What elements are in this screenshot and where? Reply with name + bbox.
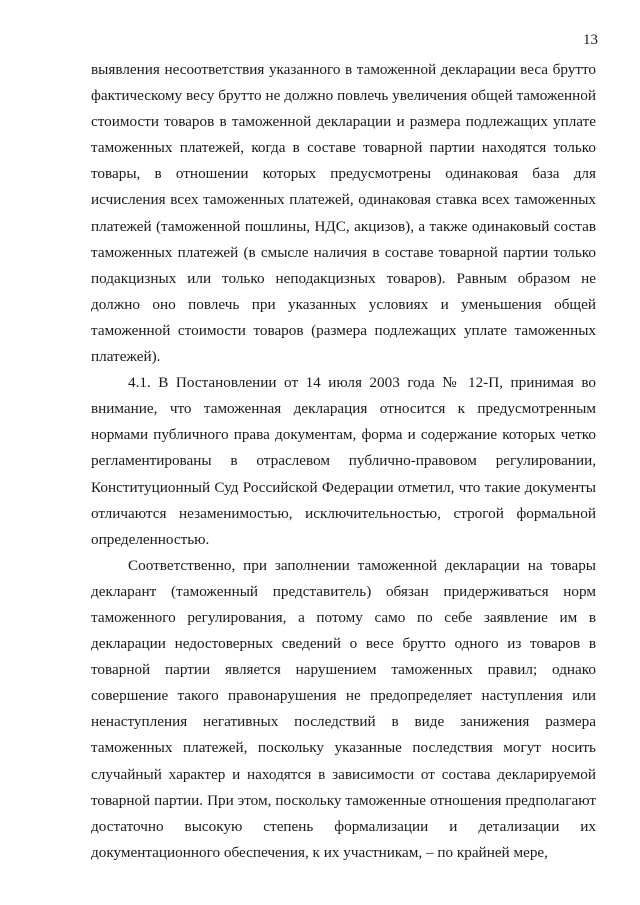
document-body	[91, 57, 596, 866]
page-number: 13	[583, 32, 598, 48]
paragraph-continuation: выявления несоответствия указанного в таможенной декларации веса брутто фактическому весу брутто не должно повлечь увеличения общей таможенной стоимости товаров в таможенной декларации и размера подлежащих уплате таможенных платежей, когда в составе товарной партии находятся только товары, в отношении которых предусмотрены одинаковая база для исчисления всех таможенных платежей, одинаковая ставка всех таможенных платежей (таможенной пошлины, НДС, акцизов), а также одинаковый состав таможенных платежей (в смысле наличия в составе товарной партии только подакцизных или только неподакцизных товаров). Равным образом не должно оно повлечь при указанных условиях и уменьшения общей таможенной стоимости товаров (размера подлежащих уплате таможенных платежей).	[91, 61, 596, 366]
paragraph-accordingly: Соответственно, при заполнении таможенной декларации на товары декларант (таможенный представитель) обязан придерживаться норм таможенного регулирования, а потому само по себе заявление им в декларации недостоверных сведений о весе брутто одного из товаров в товарной партии является нарушением таможенных правил; однако совершение такого правонарушения не предопределяет наступления или ненаступления негативных последствий в виде занижения размера таможенных платежей, поскольку указанные последствия могут носить случайный характер и находятся в зависимости от состава декларируемой товарной партии. При этом, поскольку таможенные отношения предполагают достаточно высокую степень формализации и детализации их документационного обеспечения, к их участникам, – по крайней мере,	[91, 556, 596, 861]
paragraph-4-1: 4.1. В Постановлении от 14 июля 2003 года № 12-П, принимая во внимание, что таможенная декларация относится к предусмотренным нормами публичного права документам, форма и содержание которых четко регламентированы в отраслевом публично-правовом регулировании, Конституционный Суд Российской Федерации отметил, что такие документы отличаются незаменимостью, исключительностью, строгой формальной определенностью.	[91, 374, 596, 548]
